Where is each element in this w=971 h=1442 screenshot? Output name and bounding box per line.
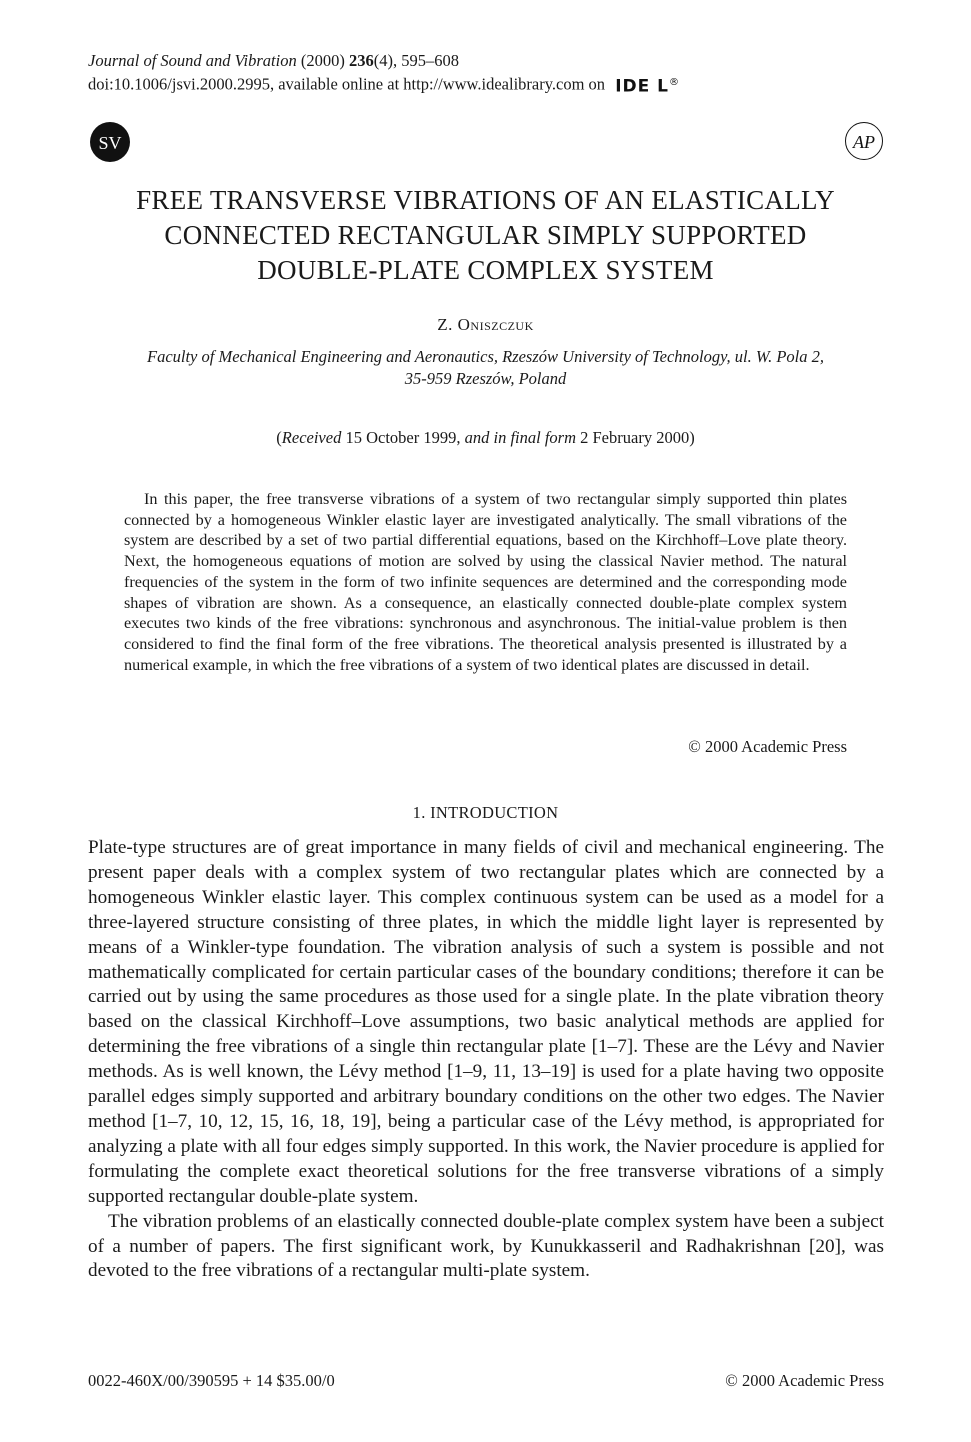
affiliation-line: Faculty of Mechanical Engineering and Aeronautics, Rzeszów University of Technology, ul. W. Pola 2, [146,347,825,366]
paragraph: Plate-type structures are of great importance in many fields of civil and mechanical engineering. The present paper deals with a complex system of two rectangular plates which are connected by a homogeneous Winkler elastic layer. This complex continuous system can be used as a model for a three-layered structure consisting of three plates, in which the middle light layer is represented by means of a Winkler-type foundation. The vibration analysis of such a system is possible and not mathematically complicated for certain particular cases of the boundary conditions; therefore it can be carried out by using the same procedures as those used for a single plate. In the plate vibration theory based on the classical Kirchhoff–Love assumptions, two basic analytical methods are applied for determining the free vibrations of a single thin rectangular plate [1–7]. These are the Lévy and Navier methods. As is well known, the Lévy method [1–9, 11, 13–19] is used for a plate having two opposite parallel edges simply supported and arbitrary boundary conditions on the other two edges. The Navier method [1–7, 10, 12, 15, 16, 18, 19], being a particular case of the Lévy method, is appropriated for analyzing a plate with all four edges simply supported. In this work, the Navier procedure is applied for formulating the complete exact theoretical solutions for the free transverse vibrations of a simply supported rectangular double-plate system. [88,837,884,1207]
received-dates: (Received 15 October 1999, and in final form 2 February 2000) [276,428,695,447]
doi-line [88,72,680,98]
journal-year: (2000) [300,51,345,70]
ideal-logo: IDE L® [615,76,680,97]
journal-issue-pages: (4), 595–608 [373,51,459,70]
title-line: CONNECTED RECTANGULAR SIMPLY SUPPORTED [164,220,807,250]
abstract: In this paper, the free transverse vibrations of a system of two rectangular simply supported thin plates connected by a homogeneous Winkler elastic layer are investigated analytically. The small vibrations of the system are described by a set of two partial differential equations, based on the Kirchhoff–Love plate theory. Next, the homogeneous equations of motion are solved by using the classical Navier method. The natural frequencies of the system in the form of two infinite sequences are determined and the corresponding mode shapes of vibration are shown. As a consequence, an elastically connected double-plate complex system executes two kinds of the free vibrations: synchronous and asynchronous. The initial-value problem is then considered to find the final form of the free vibrations. The theoretical analysis presented is illustrated by a numerical example, in which the free vibrations of a system of two identical plates are discussed in detail. [124,490,847,674]
ap-logo: AP [845,122,883,160]
doi-text: doi:10.1006/jsvi.2000.2995, available online at http://www.idealibrary.com on [88,74,606,94]
footer-issn: 0022-460X/00/390595 + 14 $35.00/0 [88,1371,335,1390]
journal-name: Journal of Sound and Vibration [88,51,297,70]
journal-volume: 236 [348,51,374,70]
journal-header [88,50,680,98]
citation-line [88,50,680,72]
section-heading: 1. INTRODUCTION [412,803,559,822]
footer-copyright: © 2000 Academic Press [725,1371,884,1390]
author-name: Z. Oniszczuk [437,315,534,334]
title-line: DOUBLE-PLATE COMPLEX SYSTEM [257,255,714,285]
affiliation-line: 35-959 Rzeszów, Poland [404,369,567,388]
sv-logo: SV [90,122,130,162]
abstract-copyright: © 2000 Academic Press [688,737,847,756]
paragraph: The vibration problems of an elastically connected double-plate complex system have been a subject of a number of papers. The first significant work, by Kunukkasseril and Radhakrishnan [20], was devoted to the free vibrations of a rectangular multi-plate system. [88,1210,884,1282]
affiliation [80,346,891,390]
body-text [88,836,884,1284]
title-line: FREE TRANSVERSE VIBRATIONS OF AN ELASTICALLY [136,185,835,215]
paper-title [60,183,911,288]
